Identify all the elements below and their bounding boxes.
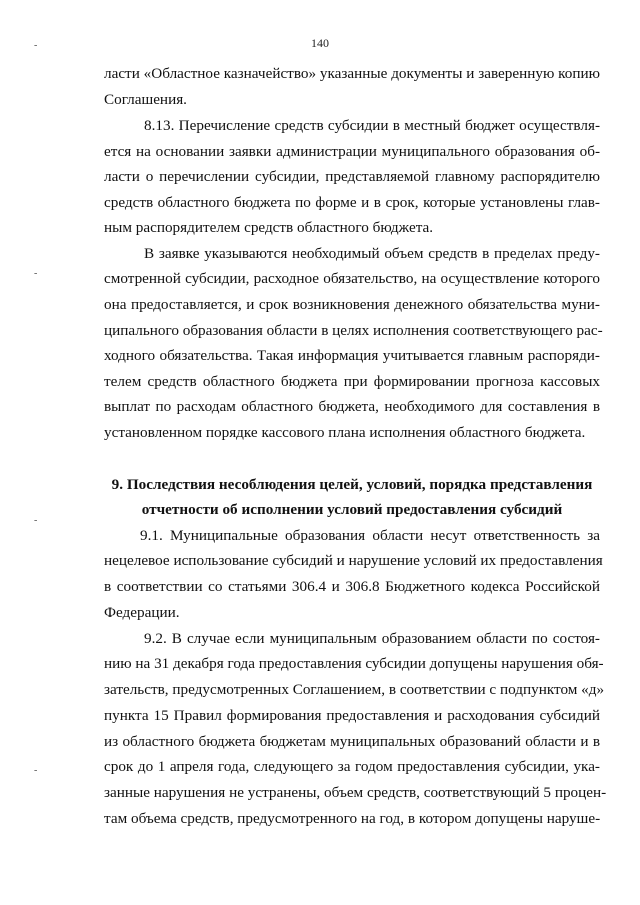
text-line: нию на 31 декабря года предоставления субсидии допущены нарушения обя- — [104, 655, 604, 672]
text-line: выплат по расходам областного бюджета, необходимого для составления в — [104, 398, 600, 415]
text-line: 8.13. Перечисление средств субсидии в местный бюджет осуществля- — [144, 117, 600, 134]
section-heading: отчетности об исполнении условий предоставления субсидий — [141, 501, 563, 518]
text-line: в соответствии со статьями 306.4 и 306.8 Бюджетного кодекса Российской — [104, 578, 600, 595]
section-heading: 9. Последствия несоблюдения целей, условий, порядка представления — [111, 476, 593, 493]
text-line: 9.2. В случае если муниципальным образованием области по состоя- — [144, 630, 600, 647]
text-line: срок до 1 апреля года, следующего за годом предоставления субсидии, ука- — [104, 758, 600, 775]
margin-mark: - — [34, 765, 38, 776]
text-line: смотренной субсидии, расходное обязательство, на осуществление которого — [104, 270, 600, 287]
text-line: ется на основании заявки администрации муниципального образования об- — [104, 143, 600, 160]
text-line: из областного бюджета бюджетам муниципальных образований области и в — [104, 733, 600, 750]
margin-mark: - — [34, 268, 38, 279]
text-line: занные нарушения не устранены, объем средств, соответствующий 5 процен- — [104, 784, 607, 801]
text-line: 9.1. Муниципальные образования области несут ответственность за — [140, 527, 600, 544]
margin-mark: - — [34, 515, 38, 526]
text-line: зательств, предусмотренных Соглашением, в соответствии с подпунктом «д» — [104, 681, 605, 698]
text-line: ным распорядителем средств областного бюджета. — [104, 219, 434, 236]
text-line: ласти о перечислении субсидии, представляемой главному распорядителю — [104, 168, 600, 185]
text-line: средств областного бюджета по форме и в срок, которые установлены глав- — [104, 194, 600, 211]
text-line: ципального образования области в целях исполнения соответствующего рас- — [104, 322, 603, 339]
text-line: ласти «Областное казначейство» указанные документы и заверенную копию — [104, 65, 600, 82]
text-line: ходного обязательства. Такая информация учитывается главным распоряди- — [104, 347, 600, 364]
text-line: пункта 15 Правил формирования предоставления и расходования субсидий — [104, 707, 600, 724]
text-line: она предоставляется, и срок возникновения денежного обязательства муни- — [104, 296, 600, 313]
text-line: В заявке указываются необходимый объем средств в пределах преду- — [144, 245, 600, 262]
text-line: там объема средств, предусмотренного на год, в котором допущены наруше- — [104, 810, 601, 827]
margin-mark: - — [34, 40, 38, 51]
text-line: Соглашения. — [104, 91, 187, 108]
page-number: 140 — [311, 36, 329, 50]
text-line: телем средств областного бюджета при формировании прогноза кассовых — [104, 373, 600, 390]
text-line: нецелевое использование субсидий и нарушение условий их предоставления — [104, 552, 603, 569]
text-line: установленном порядке кассового плана исполнения областного бюджета. — [104, 424, 586, 441]
text-line: Федерации. — [104, 604, 180, 621]
